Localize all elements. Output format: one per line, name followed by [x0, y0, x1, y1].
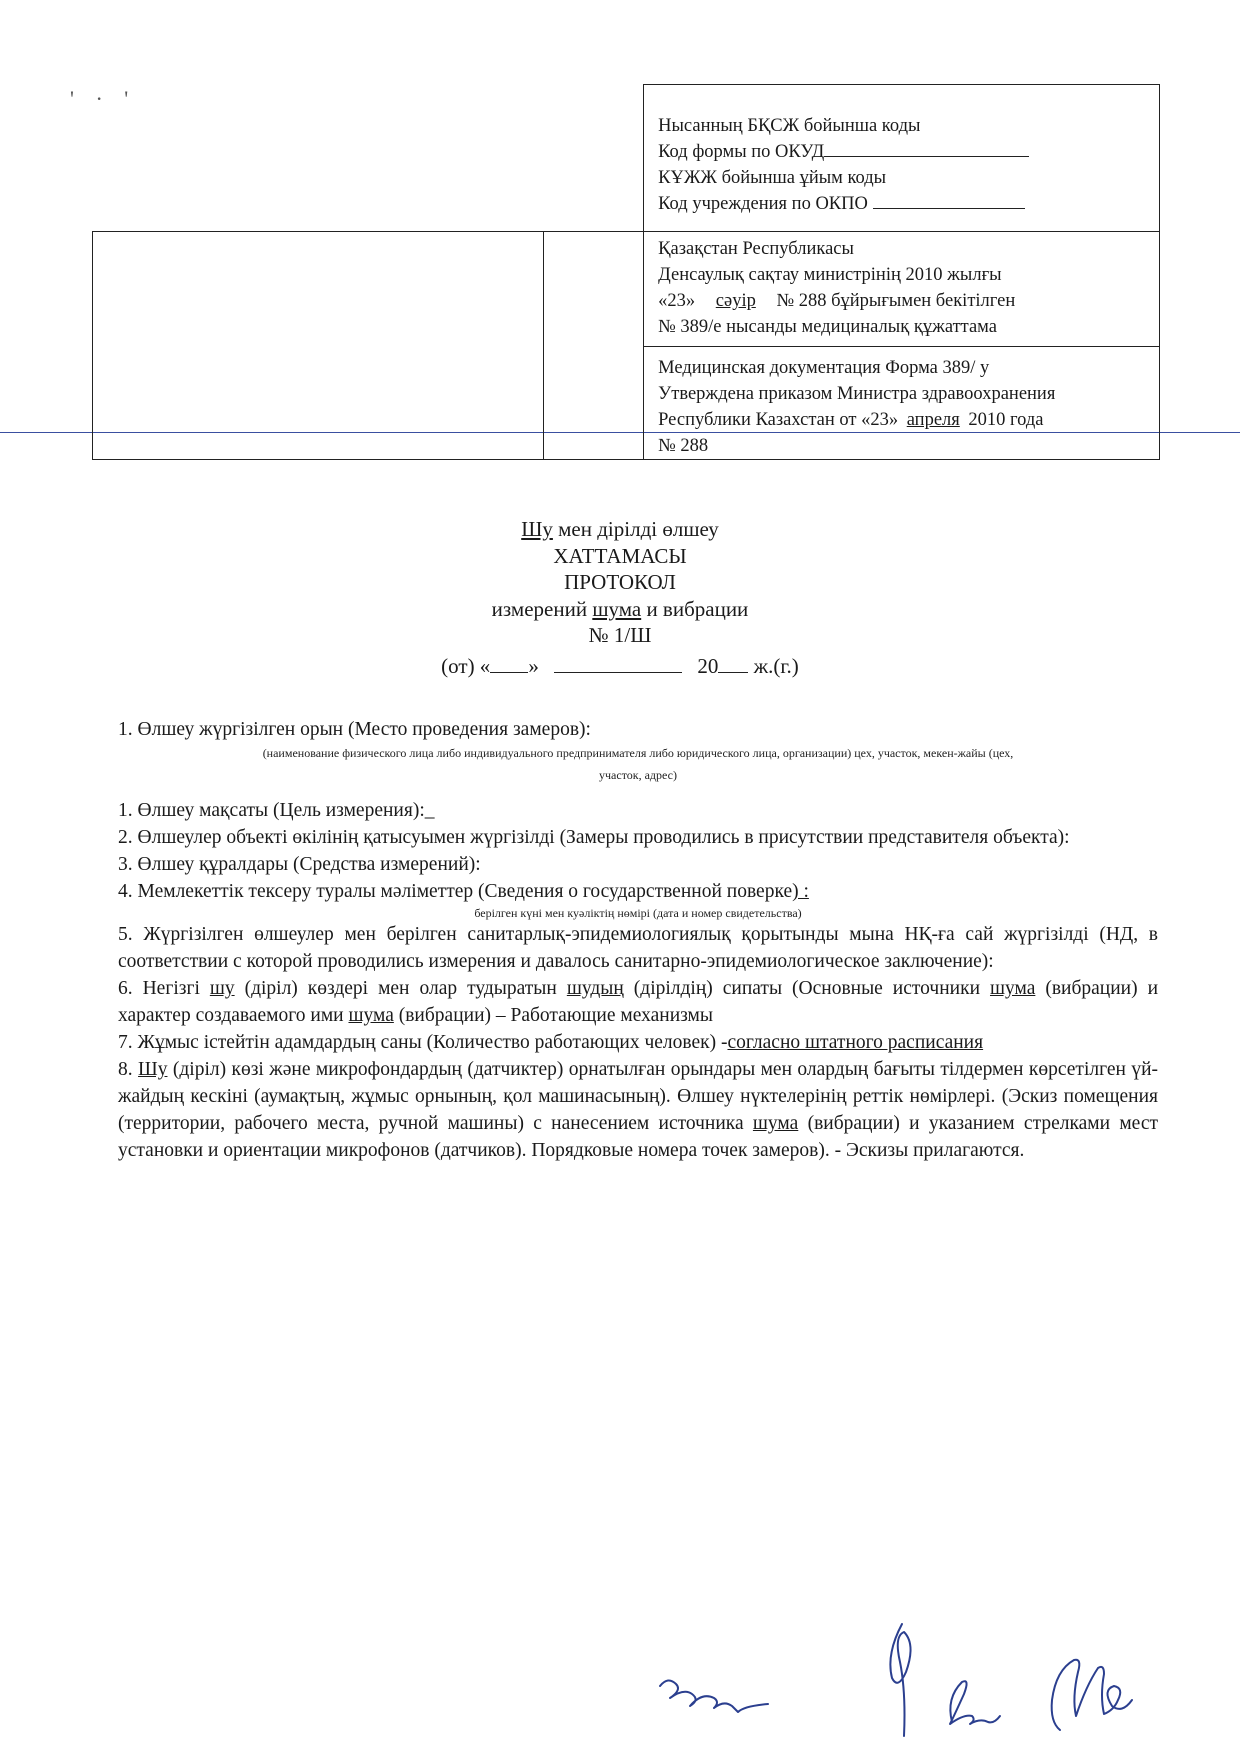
item-7: 7. Жұмыс істейтін адамдардың саны (Количество работающих человек) -согласно штатного расписания [118, 1032, 984, 1053]
item-4-note: берілген күні мен куәліктің нөмірі (дата и номер свидетельства) [474, 906, 802, 920]
kz-approval-cell [644, 232, 1160, 347]
ru-approval-line4: № 288 [658, 436, 709, 456]
signature-3 [950, 1681, 1000, 1724]
header-blank-cell [93, 85, 644, 232]
signature-1 [660, 1680, 768, 1712]
place-note-1: (наименование физического лица либо индивидуального предпринимателя либо юридического лица, организации) цех, участок, мекен-жайы (цех, [262, 746, 1014, 760]
kz-approval-line2: Денсаулық сақтау министрінің 2010 жылғы [658, 265, 1002, 285]
title-line-1: Шу мен дірілді өлшеу [521, 517, 719, 541]
code-line-1: Нысанның БҚСЖ бойынша коды [658, 116, 921, 136]
title-line-3: ПРОТОКОЛ [564, 570, 676, 594]
protocol-body [118, 716, 1158, 1164]
item-3: 3. Өлшеу құралдары (Средства измерений): [118, 854, 481, 875]
code-line-2: Код формы по ОКУД [658, 139, 1151, 165]
item-4: 4. Мемлекеттік тексеру туралы мәліметтер (Сведения о государственной поверке) : [118, 881, 809, 902]
header-table [92, 84, 1160, 460]
item-place: 1. Өлшеу жүргізілген орын (Место проведения замеров): [118, 719, 591, 740]
item-5: 5. Жүргізілген өлшеулер мен берілген санитарлық-эпидемиологиялық қорытынды мына НҚ-ға сай жүргізілді (НД, в соответствии с которой проводились измерения и давалось санитарно-эпидемиологическое заключение): [118, 924, 1158, 972]
ru-approval-cell [644, 347, 1160, 460]
kz-approval-line1: Қазақстан Республикасы [658, 239, 854, 259]
empty-cell-middle [544, 232, 644, 460]
form-codes-cell [644, 85, 1160, 232]
kz-approval-line4: № 389/е нысанды медициналық құжаттама [658, 317, 997, 337]
ru-approval-line1: Медицинская документация Форма 389/ у [658, 358, 990, 378]
item-6: 6. Негізгі шу (діріл) көздері мен олар тудыратын шудың (дірілдің) сипаты (Основные источники шума (вибрации) и характер создаваемого ими шума (вибрации) – Работающие механизмы [118, 978, 1158, 1026]
signatures-area [640, 1590, 1180, 1740]
empty-cell-left [93, 232, 544, 460]
protocol-number: № 1/Ш [588, 623, 652, 647]
ru-approval-line3: Республики Казахстан от «23» апреля 2010 года [658, 410, 1044, 430]
code-line-4: Код учреждения по ОКПО [658, 191, 1151, 217]
title-line-4: измерений шума и вибрации [491, 596, 749, 621]
title-line-2: ХАТТАМАСЫ [553, 543, 687, 568]
item-2: 2. Өлшеулер объекті өкілінің қатысуымен жүргізілді (Замеры проводились в присутствии представителя объекта): [118, 827, 1070, 848]
item-8: 8. Шу (діріл) көзі және микрофондардың (датчиктер) орнатылған орындары мен олардың бағыты тілдермен көрсетілген үй-жайдың кескіні (аумақтың, жұмыс орнының, қол машинасының). Өлшеу нүктелерінің реттік нөмірлері. (Эскиз помещения (территории, рабочего места, ручной машины) с нанесением источника шума (вибрации) и указанием стрелками мест установки и ориентации микрофонов (датчиков). Порядковые номера точек замеров). - Эскизы прилагаются. [118, 1059, 1159, 1161]
scan-artifact-marks: ' · ' [70, 86, 137, 111]
code-line-3: КҰЖЖ бойынша ұйым коды [658, 168, 887, 188]
ru-approval-line2: Утверждена приказом Министра здравоохранения [658, 384, 1056, 404]
handwritten-signatures [640, 1590, 1180, 1740]
protocol-date: (от) « » 20 ж.(г.) [441, 653, 799, 678]
document-title [0, 516, 1240, 679]
kz-approval-line3: «23» сәуір № 288 бұйрығымен бекітілген [658, 291, 1016, 311]
place-note-2: участок, адрес) [599, 768, 677, 782]
signature-2 [890, 1624, 910, 1736]
signature-4 [1052, 1660, 1132, 1730]
item-goal: 1. Өлшеу мақсаты (Цель измерения):_ [118, 800, 435, 821]
